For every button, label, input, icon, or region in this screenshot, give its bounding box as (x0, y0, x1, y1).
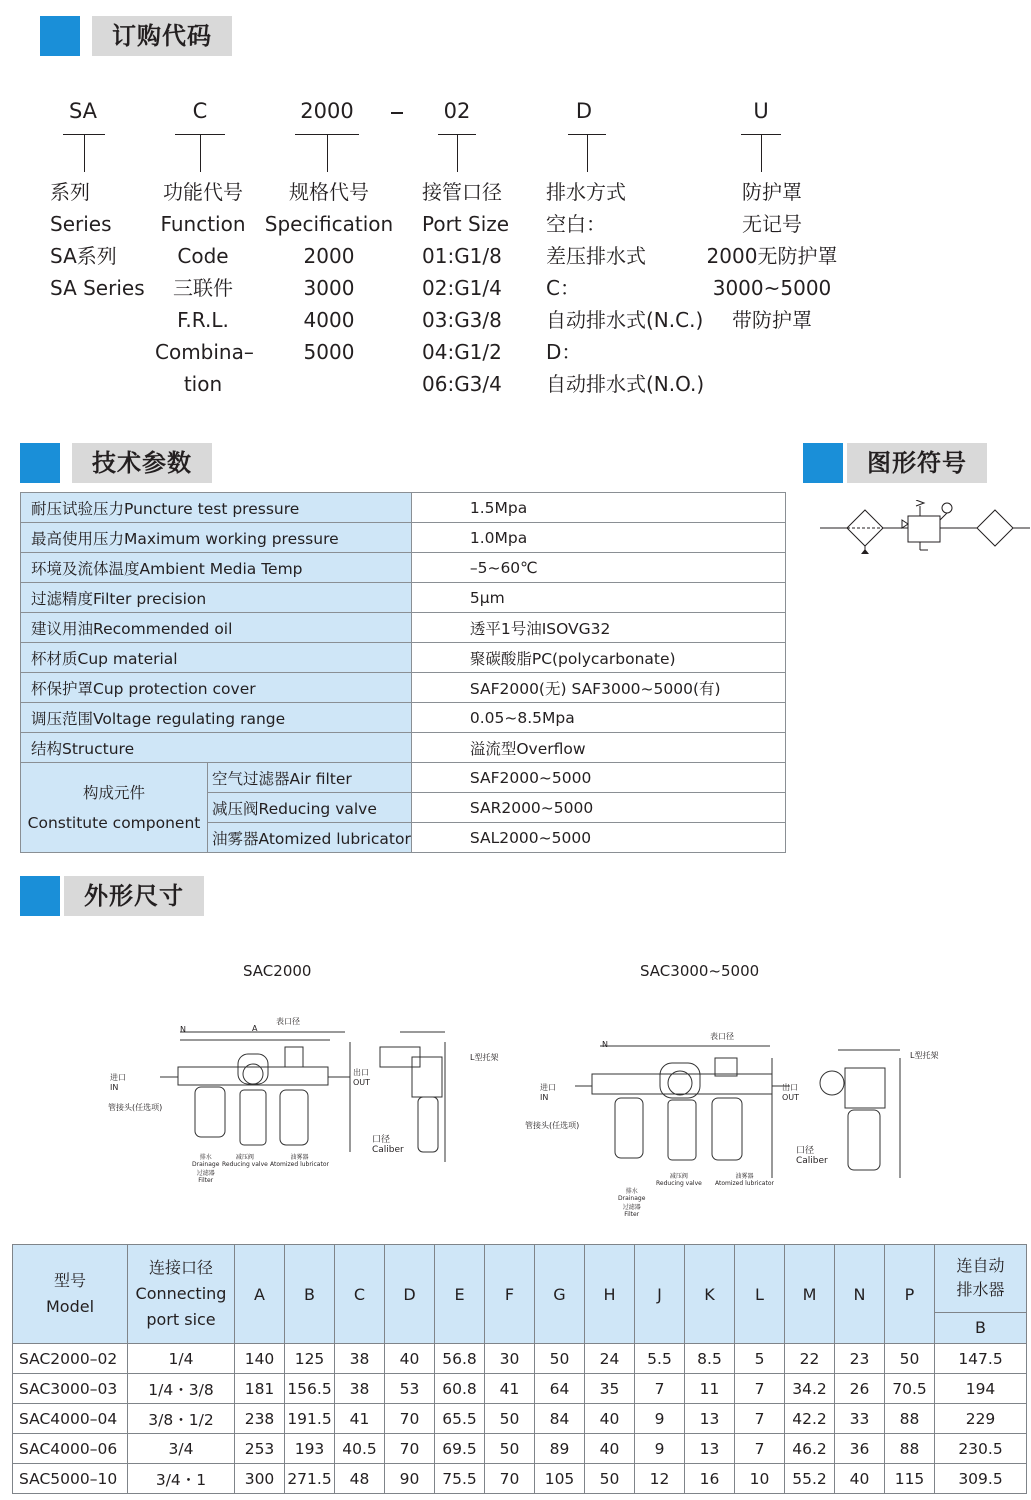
col-port (128, 1245, 235, 1344)
drain-value: C： (546, 276, 580, 300)
cell-value: 271.5 (285, 1464, 335, 1494)
cell-value: 22 (785, 1344, 835, 1374)
cell-value: 5 (735, 1344, 785, 1374)
section-title: 外形尺寸 (64, 876, 204, 916)
callout-bracket: L型托架 (470, 1053, 499, 1062)
callout-drain-cn: 排水 (199, 1154, 212, 1161)
col-model (13, 1245, 128, 1344)
cell-value: 309.5 (935, 1464, 1027, 1494)
function-title: 功能代号 (163, 180, 243, 204)
cell-value: 300 (235, 1464, 285, 1494)
cell-port: 1/4 (128, 1344, 235, 1374)
function-value: 三联件 (173, 276, 233, 300)
spec-sub-label: 空气过滤器Air filter (208, 763, 412, 793)
spec-label: 结构Structure (21, 733, 412, 763)
dim-letter-N: N (602, 1040, 608, 1049)
cell-value: 70 (485, 1464, 535, 1494)
spec-row (21, 613, 786, 643)
callout-drain (192, 1152, 219, 1184)
code-function: C (192, 99, 208, 123)
cell-value: 9 (635, 1404, 685, 1434)
section-marker (20, 443, 60, 483)
cell-value: 12 (635, 1464, 685, 1494)
port-value: 01:G1/8 (422, 244, 502, 268)
spec-value: 1.0Mpa (411, 523, 785, 553)
spec-label: 调压范围Voltage regulating range (21, 703, 412, 733)
header-model-cn: 型号 (53, 1271, 86, 1290)
callout-caliber-en: Caliber (372, 1145, 404, 1155)
cell-value: 229 (935, 1404, 1027, 1434)
spec-row (21, 763, 786, 793)
spec-label: 耐压试验压力Puncture test pressure (21, 493, 412, 523)
spec-value: SAL2000~5000 (411, 823, 785, 853)
callout-reg-en: Reducing valve (222, 1161, 268, 1168)
cell-value: 8.5 (685, 1344, 735, 1374)
spec-group-en: Constitute component (27, 813, 201, 832)
series-title: 系列 (50, 180, 90, 204)
cell-model: SAC4000–06 (13, 1434, 128, 1464)
spec-label: 杯保护罩Cup protection cover (21, 673, 412, 703)
col-H: H (585, 1245, 635, 1344)
cell-model: SAC4000–04 (13, 1404, 128, 1434)
spec-label: 环境及流体温度Ambient Media Temp (21, 553, 412, 583)
col-M: M (785, 1245, 835, 1344)
table-row (13, 1434, 1027, 1464)
callout-in-en: IN (110, 1083, 119, 1092)
cell-port: 3/4・1 (128, 1464, 235, 1494)
cell-model: SAC5000–10 (13, 1464, 128, 1494)
callout-in-cn: 进口 (540, 1083, 556, 1092)
gauge-symbol (942, 503, 952, 513)
callout-bracket: L型托架 (910, 1051, 939, 1060)
port-value: 06:G3/4 (422, 372, 502, 396)
cell-value: 42.2 (785, 1404, 835, 1434)
spec-label: 过滤精度Filter precision (21, 583, 412, 613)
cell-value: 40 (385, 1344, 435, 1374)
cell-value: 88 (885, 1404, 935, 1434)
callout-drain-en: Drainage (192, 1161, 220, 1168)
spec-value: 聚碳酸脂PC(polycarbonate) (411, 643, 785, 673)
callout-out (782, 1082, 799, 1102)
callout-out-en: OUT (782, 1093, 800, 1102)
spec-value: 5000 (303, 340, 355, 364)
cell-value: 70 (385, 1434, 435, 1464)
cell-value: 41 (335, 1404, 385, 1434)
section-marker (20, 876, 60, 916)
callout-caliber-cn: 口径 (372, 1135, 391, 1145)
callout-in (110, 1072, 126, 1092)
cell-value: 89 (535, 1434, 585, 1464)
code-tick (457, 134, 458, 172)
cell-value: 5.5 (635, 1344, 685, 1374)
cell-value: 191.5 (285, 1404, 335, 1434)
cell-value: 38 (335, 1344, 385, 1374)
callout-caliber-cn: 口径 (796, 1146, 815, 1156)
dimensions-table (12, 1244, 1027, 1494)
table-row (13, 1344, 1027, 1374)
table-row (13, 1374, 1027, 1404)
cell-value: 41 (485, 1374, 535, 1404)
spec-value: –5~60℃ (411, 553, 785, 583)
cell-value: 140 (235, 1344, 285, 1374)
code-port: 02 (443, 99, 471, 123)
port-title-en: Port Size (422, 212, 510, 236)
spec-label: 最高使用压力Maximum working pressure (21, 523, 412, 553)
cell-port: 3/8・1/2 (128, 1404, 235, 1434)
callout-regulator (656, 1171, 702, 1187)
regulator-symbol (908, 516, 940, 542)
cell-value: 40 (585, 1404, 635, 1434)
cell-value: 24 (585, 1344, 635, 1374)
cell-value: 40.5 (335, 1434, 385, 1464)
section-marker (40, 16, 80, 56)
callout-in (540, 1082, 556, 1102)
drain-title: 排水方式 (546, 180, 626, 204)
cell-value: 105 (535, 1464, 585, 1494)
cell-value: 238 (235, 1404, 285, 1434)
spec-row (21, 673, 786, 703)
cell-value: 90 (385, 1464, 435, 1494)
spec-row (21, 553, 786, 583)
cell-value: 194 (935, 1374, 1027, 1404)
port-column (422, 176, 509, 400)
spec-row (21, 583, 786, 613)
col-K: K (685, 1245, 735, 1344)
cell-value: 147.5 (935, 1344, 1027, 1374)
spec-value: SAF2000~5000 (411, 763, 785, 793)
drawing-title-right: SAC3000~5000 (640, 962, 760, 980)
callout-out (353, 1067, 370, 1087)
cell-value: 60.8 (435, 1374, 485, 1404)
code-tick (761, 134, 762, 172)
series-title-en: Series (50, 212, 112, 236)
spec-value: SAF2000(无) SAF3000~5000(有) (411, 673, 785, 703)
code-tick (200, 134, 201, 172)
col-E: E (435, 1245, 485, 1344)
spec-sub-label: 减压阀Reducing valve (208, 793, 412, 823)
callout-gauge: 表口径 (276, 1017, 300, 1026)
col-J: J (635, 1245, 685, 1344)
callout-drain (618, 1186, 645, 1218)
callout-drain-cn: 排水 (625, 1188, 638, 1195)
callout-filter-cn: 过滤器 (196, 1170, 215, 1177)
col-G: G (535, 1245, 585, 1344)
function-value-en: Combina– (155, 340, 254, 364)
cell-value: 7 (735, 1404, 785, 1434)
cell-port: 3/4 (128, 1434, 235, 1464)
col-D: D (385, 1245, 435, 1344)
callout-out-en: OUT (353, 1078, 371, 1087)
header-port-cn: 连接口径 (148, 1258, 213, 1277)
cell-value: 35 (585, 1374, 635, 1404)
frl-symbol-diagram (820, 500, 1030, 560)
cell-value: 50 (885, 1344, 935, 1374)
callout-reg-en: Reducing valve (656, 1180, 702, 1187)
spec-row (21, 703, 786, 733)
spec-title-en: Specification (264, 212, 394, 236)
spec-value: 5μm (411, 583, 785, 613)
spec-value: SAR2000~5000 (411, 793, 785, 823)
drain-value: 自动排水式(N.C.) (546, 308, 704, 332)
spec-sub-label: 油雾器Atomized lubricator (208, 823, 412, 853)
callout-in-cn: 进口 (110, 1073, 126, 1082)
drain-value: 自动排水式(N.O.) (546, 372, 705, 396)
cell-value: 7 (735, 1374, 785, 1404)
cell-value: 193 (285, 1434, 335, 1464)
series-value: SA系列 (50, 244, 117, 268)
port-value: 03:G3/8 (422, 308, 502, 332)
drawing-sac2000 (100, 1012, 510, 1202)
cell-value: 65.5 (435, 1404, 485, 1434)
cell-value: 75.5 (435, 1464, 485, 1494)
callout-fitting: 管接头(任选项) (108, 1103, 163, 1112)
spec-title: 规格代号 (289, 180, 369, 204)
drawing-title-left: SAC2000 (243, 962, 312, 980)
header-drain-cn: 排水器 (956, 1280, 1005, 1300)
function-value-en: F.R.L. (177, 308, 229, 332)
cell-port: 1/4・3/8 (128, 1374, 235, 1404)
guard-column (702, 176, 842, 336)
col-F: F (485, 1245, 535, 1344)
function-value-en: tion (183, 372, 223, 396)
cell-value: 50 (485, 1434, 535, 1464)
spec-row (21, 493, 786, 523)
cell-value: 46.2 (785, 1434, 835, 1464)
tech-spec-table (20, 492, 786, 853)
callout-lub-en: Atomized lubricator (715, 1180, 774, 1187)
drain-value: D： (546, 340, 582, 364)
header-port-en: Connecting (135, 1284, 227, 1303)
drawing-sac3000-5000 (520, 1028, 950, 1220)
col-A: A (235, 1245, 285, 1344)
cell-value: 9 (635, 1434, 685, 1464)
callout-regulator (222, 1152, 268, 1168)
spec-group-label (21, 763, 208, 853)
cell-value: 34.2 (785, 1374, 835, 1404)
section-title: 订购代码 (92, 16, 232, 56)
cell-value: 53 (385, 1374, 435, 1404)
code-drain: D (575, 99, 593, 123)
function-column (155, 176, 254, 400)
cell-value: 26 (835, 1374, 885, 1404)
spec-value: 3000 (303, 276, 355, 300)
cell-value: 230.5 (935, 1434, 1027, 1464)
cell-value: 48 (335, 1464, 385, 1494)
code-spec: 2000 (300, 99, 354, 123)
callout-fitting: 管接头(任选项) (525, 1121, 580, 1130)
cell-value: 84 (535, 1404, 585, 1434)
callout-caliber-en: Caliber (796, 1156, 828, 1166)
spec-label: 杯材质Cup material (21, 643, 412, 673)
col-C: C (335, 1245, 385, 1344)
header-port-en: port sice (146, 1310, 216, 1329)
dim-letter-N: N (180, 1025, 186, 1034)
drain-value: 差压排水式 (546, 244, 646, 268)
header-model-en: Model (45, 1297, 95, 1316)
table-header-row (13, 1245, 1027, 1313)
drain-value: 空白： (546, 212, 606, 236)
spec-row (21, 523, 786, 553)
col-auto-drain (935, 1245, 1027, 1313)
series-value-en: SA Series (50, 276, 145, 300)
cell-value: 181 (235, 1374, 285, 1404)
cell-value: 23 (835, 1344, 885, 1374)
code-guard: U (753, 99, 769, 123)
cell-value: 7 (735, 1434, 785, 1464)
callout-lub-en: Atomized lubricator (270, 1161, 329, 1168)
cell-value: 70 (385, 1404, 435, 1434)
drain-column (546, 176, 704, 400)
spec-value: 4000 (303, 308, 355, 332)
spec-value: 2000 (303, 244, 355, 268)
function-title-en: Code (177, 244, 229, 268)
cell-value: 156.5 (285, 1374, 335, 1404)
callout-gauge: 表口径 (710, 1032, 734, 1041)
callout-out-cn: 出口 (353, 1068, 369, 1077)
spec-column (264, 176, 394, 368)
function-title-en: Function (160, 212, 246, 236)
callout-drain-en: Drainage (618, 1195, 646, 1202)
callout-out-cn: 出口 (782, 1083, 798, 1092)
cell-value: 13 (685, 1434, 735, 1464)
section-title: 图形符号 (847, 443, 987, 483)
cell-value: 55.2 (785, 1464, 835, 1494)
spec-value: 0.05~8.5Mpa (411, 703, 785, 733)
col-B: B (285, 1245, 335, 1344)
cell-value: 69.5 (435, 1434, 485, 1464)
cell-value: 11 (685, 1374, 735, 1404)
col-auto-drain-B: B (935, 1312, 1027, 1343)
cell-value: 115 (885, 1464, 935, 1494)
guard-value: 带防护罩 (732, 308, 812, 332)
cell-model: SAC3000–03 (13, 1374, 128, 1404)
port-value: 02:G1/4 (422, 276, 502, 300)
callout-reg-cn: 减压阀 (669, 1173, 688, 1180)
cell-value: 40 (835, 1464, 885, 1494)
cell-value: 13 (685, 1404, 735, 1434)
table-row (13, 1404, 1027, 1434)
table-row (13, 1464, 1027, 1494)
cell-value: 36 (835, 1434, 885, 1464)
callout-lub-cn: 油雾器 (735, 1173, 754, 1180)
series-column (50, 176, 145, 304)
callout-lubricator (270, 1152, 329, 1168)
callout-filter-cn: 过滤器 (622, 1204, 641, 1211)
cell-value: 33 (835, 1404, 885, 1434)
cell-value: 50 (485, 1404, 535, 1434)
port-title: 接管口径 (422, 180, 502, 204)
cell-value: 64 (535, 1374, 585, 1404)
callout-caliber (796, 1143, 828, 1166)
guard-value: 无记号 (742, 212, 802, 236)
callout-caliber (372, 1132, 404, 1155)
col-N: N (835, 1245, 885, 1344)
callout-reg-cn: 减压阀 (235, 1154, 254, 1161)
drawing-sac3000-lines (520, 1028, 950, 1220)
cell-value: 88 (885, 1434, 935, 1464)
col-P: P (885, 1245, 935, 1344)
port-value: 04:G1/2 (422, 340, 502, 364)
guard-value: 3000~5000 (712, 276, 832, 300)
col-L: L (735, 1245, 785, 1344)
header-drain-cn: 连自动 (956, 1256, 1005, 1276)
spec-row (21, 643, 786, 673)
spec-label: 建议用油Recommended oil (21, 613, 412, 643)
cell-value: 70.5 (885, 1374, 935, 1404)
callout-in-en: IN (540, 1093, 549, 1102)
spec-row (21, 733, 786, 763)
section-title: 技术参数 (72, 443, 212, 483)
cell-value: 30 (485, 1344, 535, 1374)
lubricator-symbol (977, 510, 1013, 546)
dim-letter-A: A (252, 1024, 258, 1033)
callout-filter-en: Filter (624, 1211, 640, 1218)
cell-value: 16 (685, 1464, 735, 1494)
callout-lub-cn: 油雾器 (290, 1154, 309, 1161)
spec-group-cn: 构成元件 (82, 783, 145, 802)
cell-value: 10 (735, 1464, 785, 1494)
cell-value: 125 (285, 1344, 335, 1374)
guard-value: 2000无防护罩 (706, 244, 838, 268)
cell-value: 7 (635, 1374, 685, 1404)
cell-value: 38 (335, 1374, 385, 1404)
callout-lubricator (715, 1171, 774, 1187)
code-tick (587, 134, 588, 172)
cell-value: 50 (535, 1344, 585, 1374)
cell-model: SAC2000–02 (13, 1344, 128, 1374)
section-marker (803, 443, 843, 483)
cell-value: 40 (585, 1434, 635, 1464)
code-tick (84, 134, 85, 172)
spec-value: 溢流型Overflow (411, 733, 785, 763)
code-series: SA (68, 99, 98, 123)
spec-value: 透平1号油ISOVG32 (411, 613, 785, 643)
callout-filter-en: Filter (198, 1177, 214, 1184)
cell-value: 50 (585, 1464, 635, 1494)
cell-value: 253 (235, 1434, 285, 1464)
cell-value: 56.8 (435, 1344, 485, 1374)
spec-value: 1.5Mpa (411, 493, 785, 523)
code-tick (327, 134, 328, 172)
guard-title: 防护罩 (742, 180, 802, 204)
